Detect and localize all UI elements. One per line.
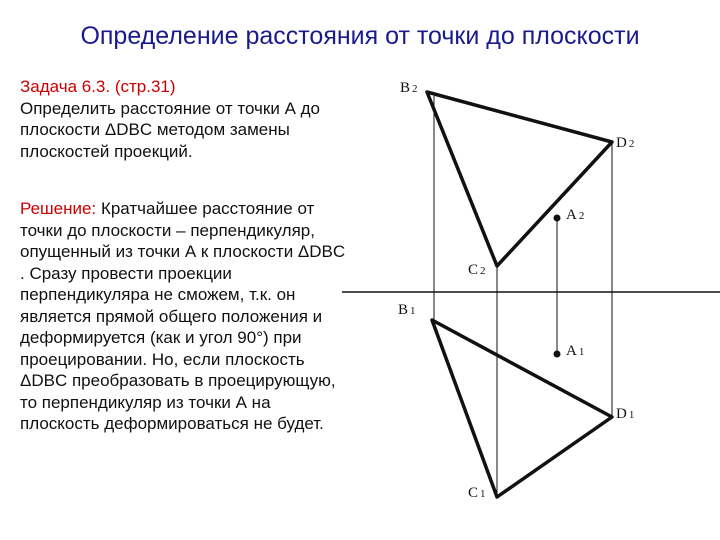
label-b1: B 1	[398, 302, 416, 318]
triangle-frontal-projection	[427, 92, 612, 266]
label-c2: C 2	[468, 262, 486, 278]
label-c1: C 1	[468, 485, 486, 501]
label-d1: D 1	[616, 406, 635, 422]
triangle-horizontal-projection	[432, 320, 612, 497]
solution-text: Кратчайшее расстояние от точки до плоскости – перпендикуляр, опущенный из точки А к плоскости ΔDBC . Сразу провести проекции перпендикуляра не сможем, т.к. он является прямой общего положения и деформируется (как и угол 90°) при проецировании. Но, если плоскость ΔDBC преобразовать в проецирующую, то перпендикуляр из точки А на плоскость деформироваться не будет.	[20, 199, 346, 433]
point-a2	[554, 215, 561, 222]
task-text: Определить расстояние от точки А до плоскости ΔDBC методом замены плоскостей проекций.	[20, 98, 320, 161]
label-d2: D 2	[616, 135, 635, 151]
label-a1: A 1	[566, 343, 585, 359]
page-title: Определение расстояния от точки до плоскости	[80, 22, 640, 50]
label-b2: B 2	[400, 80, 418, 96]
label-a2: A 2	[566, 207, 585, 223]
task-heading: Задача 6.3. (стр.31)	[20, 77, 176, 96]
point-a1	[554, 351, 561, 358]
solution-label: Решение:	[20, 199, 97, 218]
